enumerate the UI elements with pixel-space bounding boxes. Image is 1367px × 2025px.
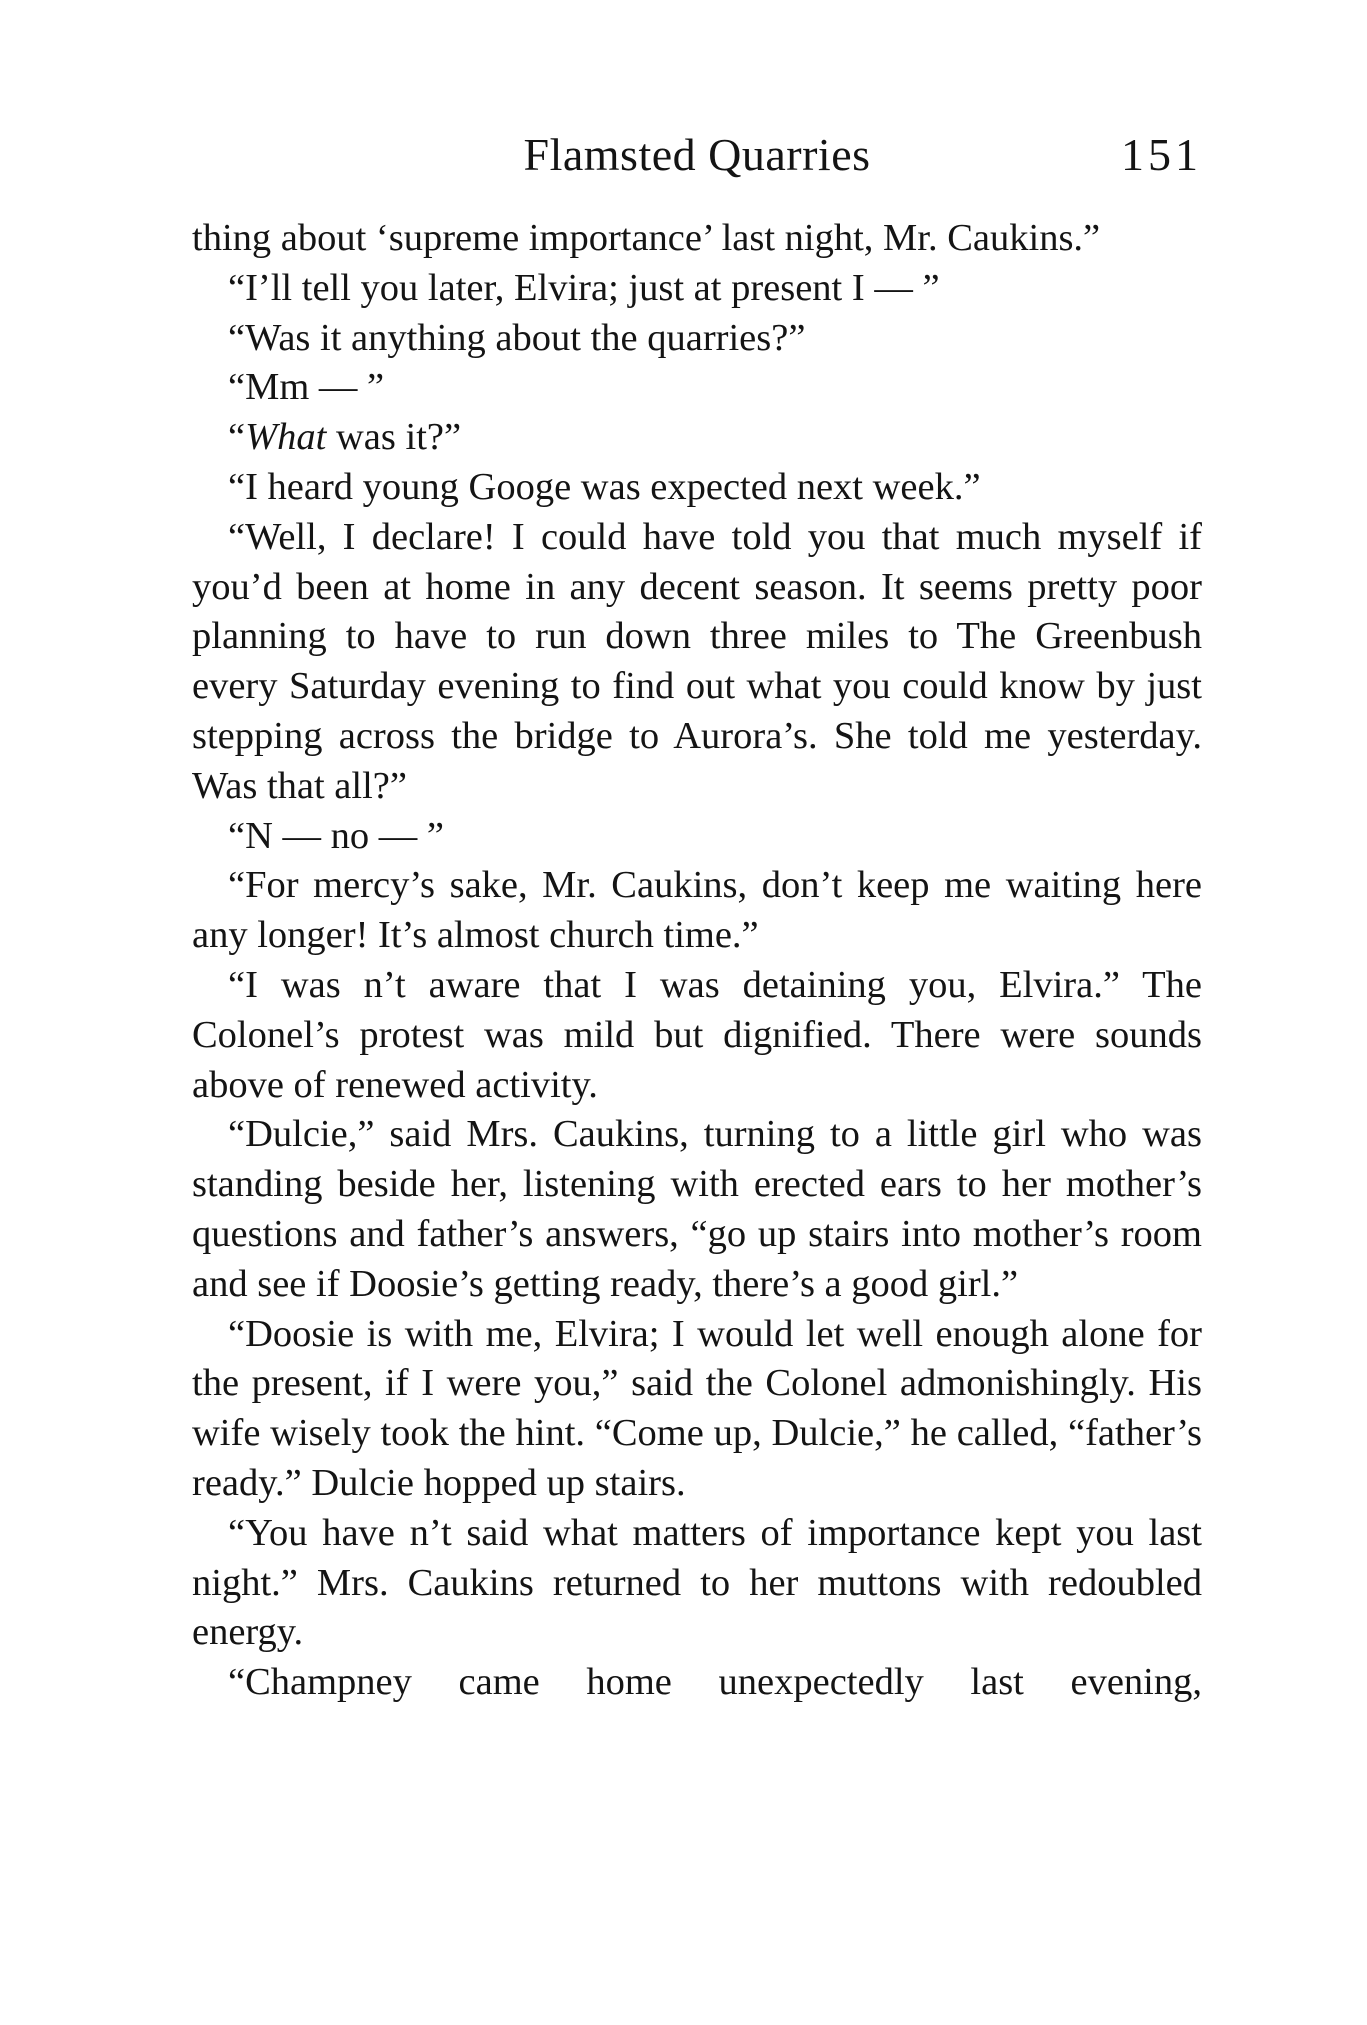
- paragraph-text: was it?”: [326, 416, 462, 459]
- paragraph: “Doosie is with me, Elvira; I would let well enough alone for the present, if I were you,” said the Colonel admonishingly. His wife wisely took the hint. “Come up, Dulcie,” he called, “father’s ready.” Dulcie hopped up stairs.: [192, 1312, 1202, 1504]
- paragraph: “For mercy’s sake, Mr. Caukins, don’t keep me waiting here any longer! It’s almost church time.”: [192, 864, 1202, 957]
- paragraph: “N — no — ”: [228, 814, 444, 857]
- paragraph: thing about ‘supreme importance’ last night, Mr. Caukins.”: [192, 217, 1101, 259]
- running-head: [192, 128, 1202, 188]
- quote-mark: “: [228, 416, 246, 459]
- paragraph: [192, 413, 1202, 463]
- paragraph: “Mm — ”: [228, 366, 385, 409]
- paragraph: “I’ll tell you later, Elvira; just at present I — ”: [228, 266, 940, 309]
- paragraph: “Well, I declare! I could have told you that much myself if you’d been at home in any decent season. It seems pretty poor planning to have to run down three miles to The Greenbush every Saturday evening to find out what you could know by just stepping across the bridge to Aurora’s. She told me yesterday. Was that all?”: [192, 515, 1202, 807]
- paragraph: “Champney came home unexpectedly last evening,: [228, 1661, 1202, 1704]
- italic-emphasis: What: [245, 416, 327, 459]
- paragraph: “I was n’t aware that I was detaining you, Elvira.” The Colonel’s protest was mild but dignified. There were sounds above of renewed activity.: [192, 963, 1202, 1106]
- paragraph: “Was it anything about the quarries?”: [228, 316, 806, 359]
- paragraph: “You have n’t said what matters of importance kept you last night.” Mrs. Caukins returned to her muttons with redoubled energy.: [192, 1511, 1202, 1654]
- body-text: [192, 214, 1202, 1708]
- running-title: Flamsted Quarries: [523, 129, 871, 180]
- paragraph: “Dulcie,” said Mrs. Caukins, turning to a little girl who was standing beside her, listening with erected ears to her mother’s questions and father’s answers, “go up stairs into mother’s room and see if Doosie’s getting ready, there’s a good girl.”: [192, 1113, 1202, 1305]
- paragraph: “I heard young Googe was expected next week.”: [228, 465, 981, 508]
- page-number: 151: [1121, 129, 1202, 180]
